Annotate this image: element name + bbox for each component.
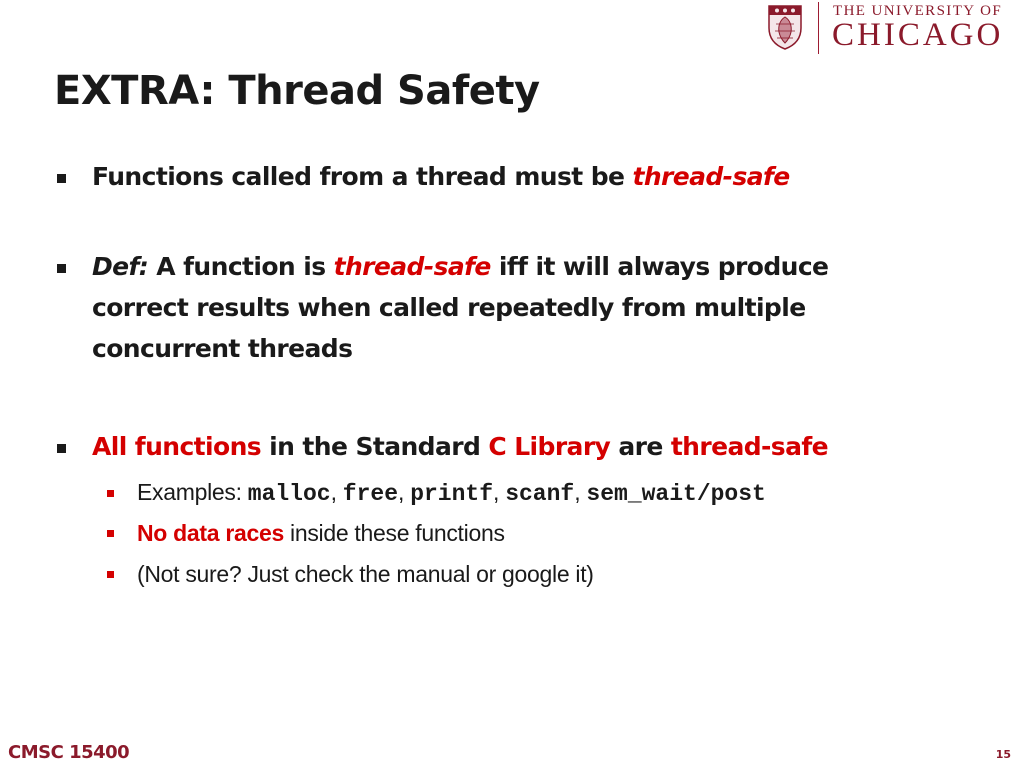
bullet-square-icon <box>57 264 66 273</box>
bullet-3-text2: are <box>610 432 671 461</box>
logo-chicago: CHICAGO <box>832 17 1004 53</box>
bullet-3-text1: in the Standard <box>261 432 489 461</box>
bullet-1-part1: Functions called from a thread must be <box>92 162 633 191</box>
bullet-3 <box>57 433 892 467</box>
code-printf: printf <box>410 481 494 507</box>
code-sem-wait-post: sem_wait/post <box>586 481 766 507</box>
bullet-3-red2: C Library <box>488 432 611 461</box>
subbullet-square-icon <box>107 571 114 578</box>
examples-sep-4: , <box>574 479 587 505</box>
slide-title: EXTRA: Thread Safety <box>54 68 540 114</box>
subbullet-examples <box>107 479 766 507</box>
university-logo <box>760 0 1024 56</box>
bullet-2 <box>57 253 892 369</box>
bullet-square-icon <box>57 444 66 453</box>
bullet-2-line2: correct results when called repeatedly from multiple <box>92 293 806 322</box>
examples-label: Examples: <box>137 479 248 505</box>
subbullet-square-icon <box>107 530 114 537</box>
no-data-races-text: inside these functions <box>283 520 505 546</box>
course-code: CMSC 15400 <box>8 742 130 763</box>
page-number: 15 <box>995 748 1011 761</box>
subbullet-no-data-races-text <box>137 520 505 547</box>
bullet-3-red1: All functions <box>92 432 262 461</box>
examples-sep-1: , <box>330 479 343 505</box>
bullet-3-red3: thread-safe <box>670 432 828 461</box>
logo-university-of: THE UNIVERSITY OF <box>833 3 1003 19</box>
examples-sep-3: , <box>493 479 506 505</box>
bullet-square-icon <box>57 174 66 183</box>
bullet-2-part1: A function is <box>148 252 334 281</box>
subbullet-not-sure-text: (Not sure? Just check the manual or google it) <box>137 561 594 587</box>
bullet-2-line3: concurrent threads <box>92 334 353 363</box>
subbullet-not-sure <box>107 561 594 588</box>
code-free: free <box>342 481 398 507</box>
code-malloc: malloc <box>247 481 331 507</box>
bullet-1 <box>57 163 892 197</box>
code-scanf: scanf <box>505 481 575 507</box>
university-crest-icon <box>767 4 803 50</box>
bullet-3-text <box>92 433 892 467</box>
subbullet-square-icon <box>107 490 114 497</box>
bullet-2-part2: iff it will always produce <box>490 252 829 281</box>
bullet-2-emphasis: thread-safe <box>333 252 491 281</box>
no-data-races-label: No data races <box>137 520 284 546</box>
bullet-2-def-label: Def: <box>92 252 149 281</box>
logo-divider <box>818 2 819 54</box>
subbullet-examples-text <box>137 479 766 507</box>
subbullet-no-data-races <box>107 520 505 547</box>
bullet-1-emphasis: thread-safe <box>632 162 790 191</box>
bullet-1-text <box>92 163 892 197</box>
examples-sep-2: , <box>398 479 411 505</box>
bullet-2-text <box>92 253 892 369</box>
